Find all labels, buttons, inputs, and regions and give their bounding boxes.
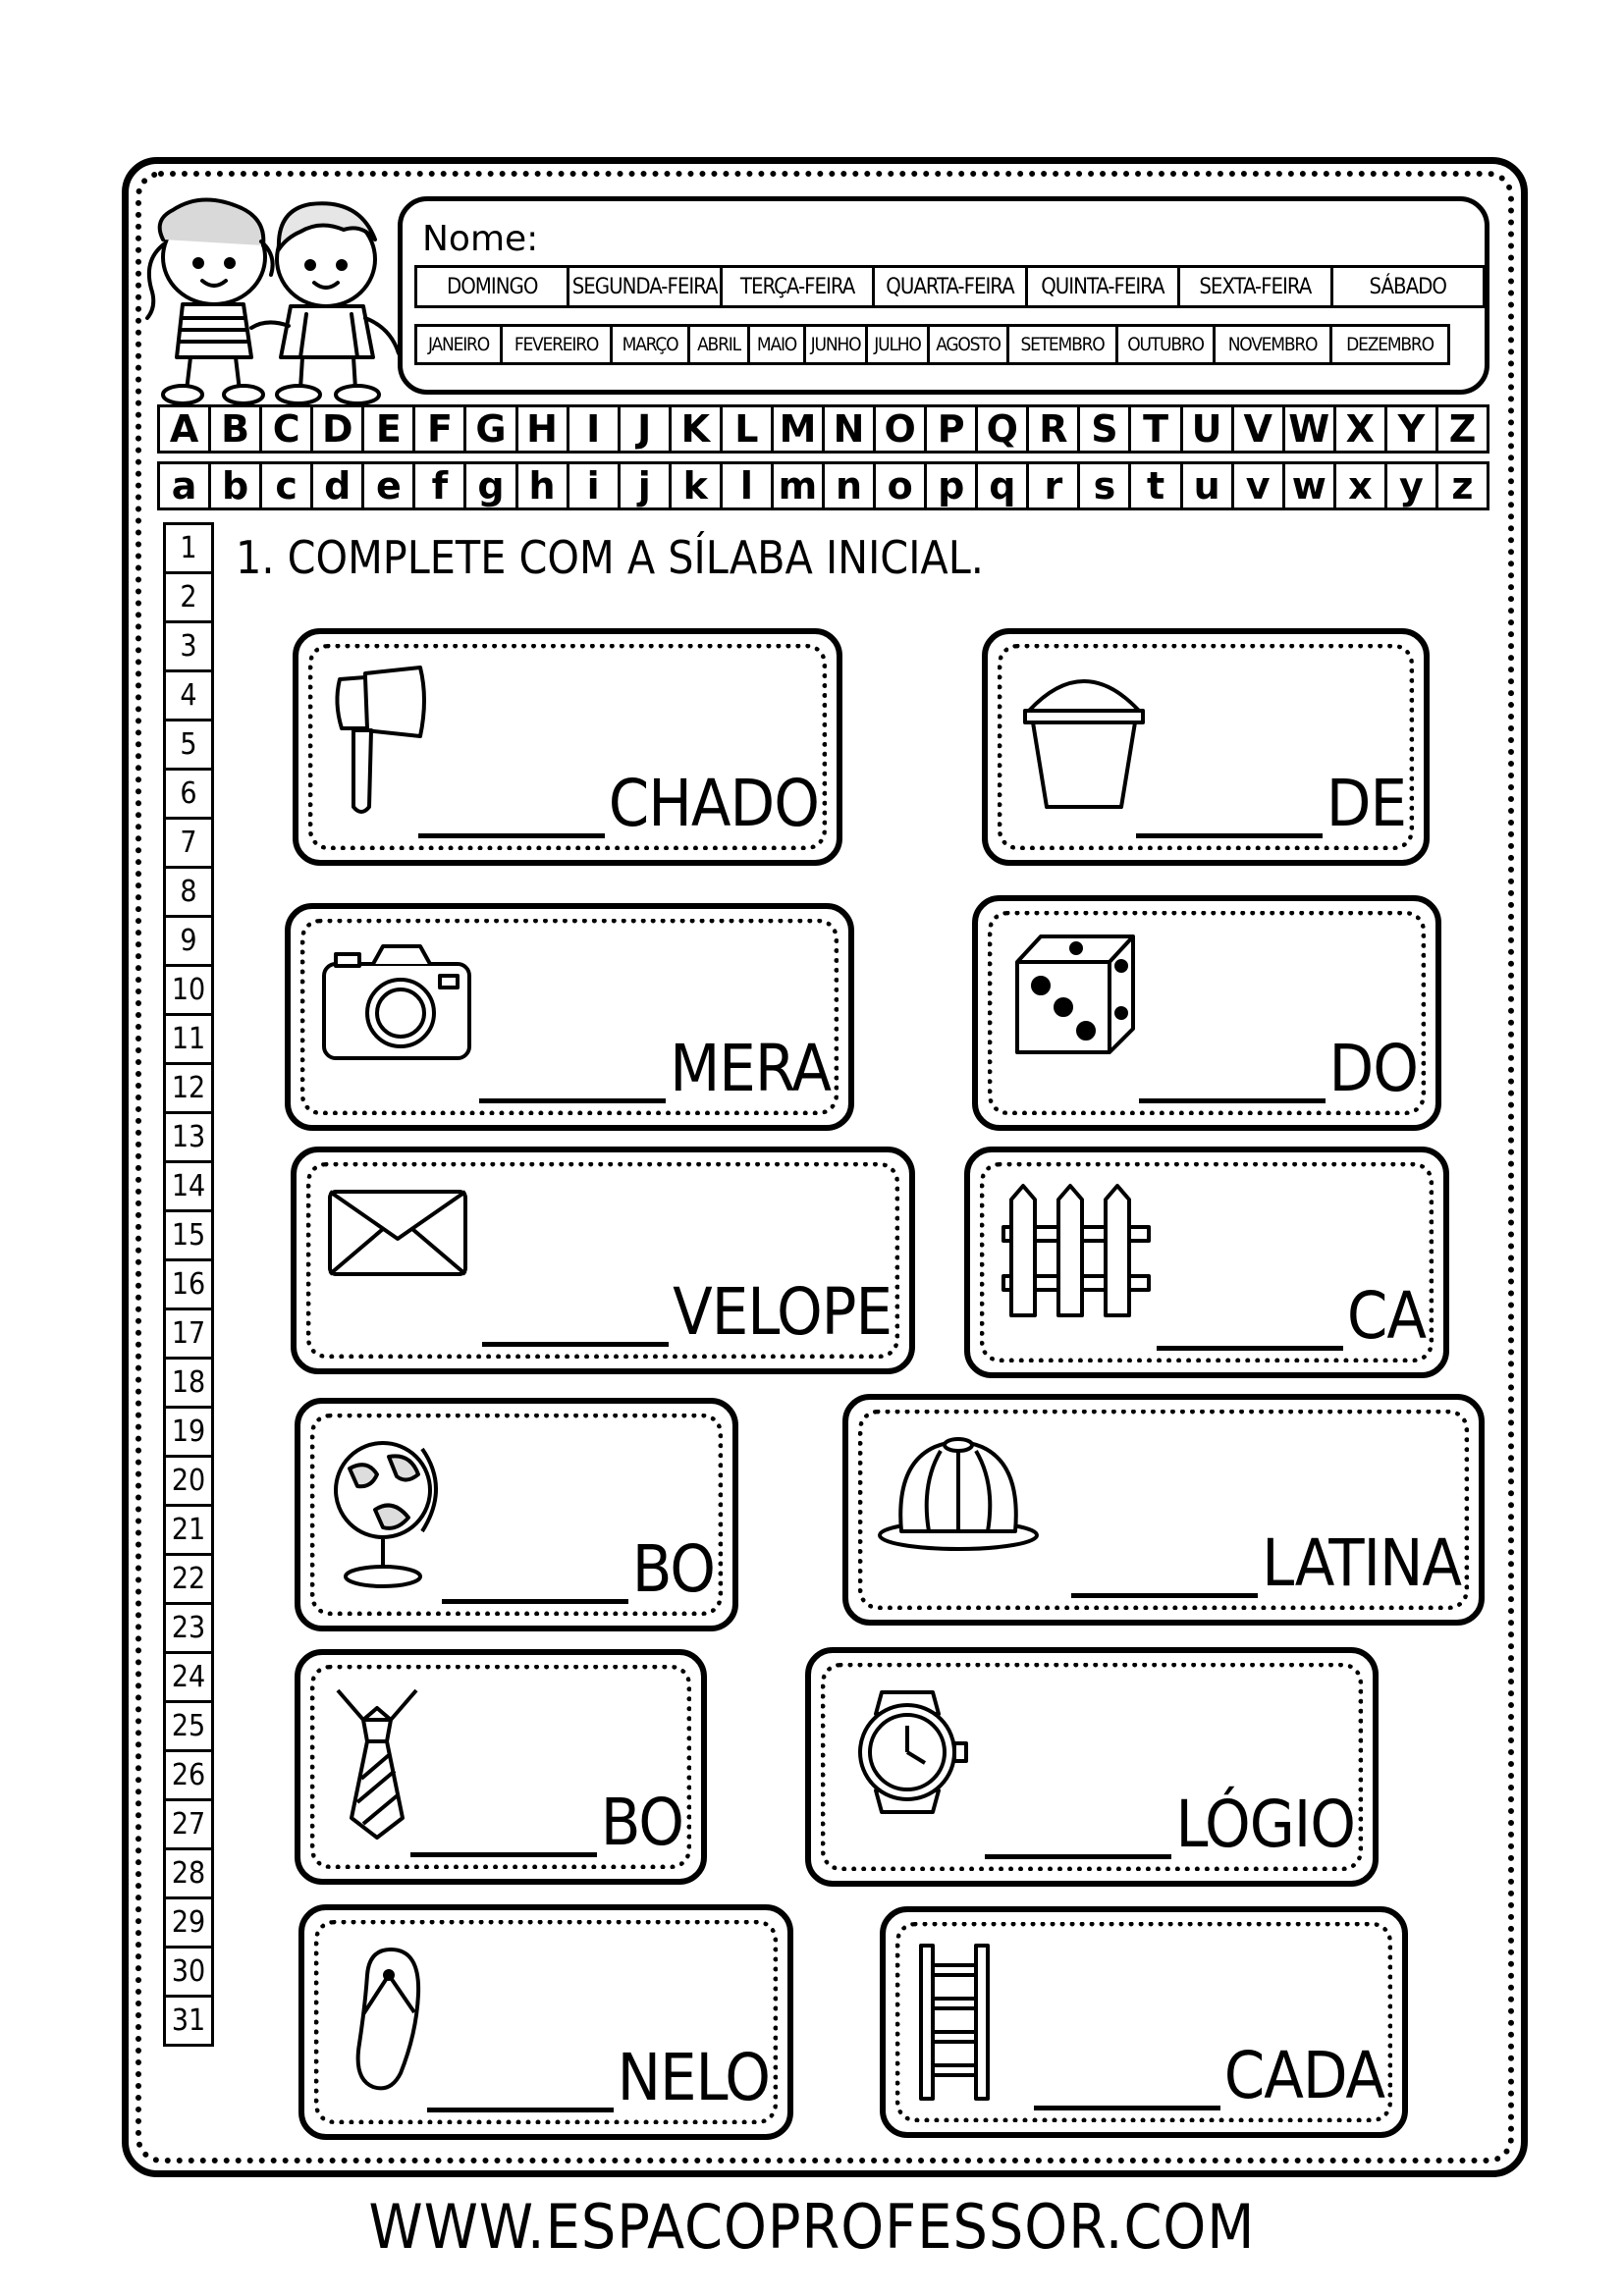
lowercase-letter-cell: f — [412, 461, 466, 510]
lowercase-letter-cell: l — [720, 461, 774, 510]
uppercase-letter-cell: V — [1231, 404, 1285, 454]
uppercase-letter-cell: T — [1128, 404, 1182, 454]
day-number-cell: 16 — [163, 1258, 214, 1310]
exercise-instruction: 1. COMPLETE COM A SÍLABA INICIAL. — [236, 531, 984, 584]
day-number-cell: 27 — [163, 1798, 214, 1850]
uppercase-letter-cell: F — [412, 404, 466, 454]
lowercase-letter-cell: b — [208, 461, 262, 510]
lowercase-letter-cell: u — [1180, 461, 1234, 510]
day-number-cell: 24 — [163, 1651, 214, 1703]
day-number-cell: 9 — [163, 915, 214, 967]
uppercase-letter-cell: L — [720, 404, 774, 454]
word-suffix: DO — [1328, 1031, 1418, 1106]
ladder-icon — [913, 1938, 1001, 2105]
uppercase-letter-cell: D — [310, 404, 364, 454]
day-number-cell: 11 — [163, 1013, 214, 1065]
uppercase-letter-cell: A — [157, 404, 211, 454]
day-number-cell: 23 — [163, 1602, 214, 1654]
day-number-cell: 26 — [163, 1749, 214, 1801]
day-number-cell: 3 — [163, 620, 214, 672]
lowercase-letter-cell: m — [771, 461, 825, 510]
day-number-cell: 18 — [163, 1357, 214, 1409]
month-cell: JULHO — [865, 324, 930, 365]
weekday-cell: DOMINGO — [414, 265, 569, 308]
day-number-cell: 12 — [163, 1062, 214, 1114]
lowercase-letter-cell: g — [463, 461, 517, 510]
day-number-cell: 25 — [163, 1700, 214, 1752]
lowercase-letter-cell: r — [1026, 461, 1080, 510]
month-cell: JANEIRO — [414, 324, 503, 365]
flip-flop-icon — [332, 1936, 440, 2103]
word-suffix: LÓGIO — [1175, 1787, 1355, 1862]
word-card — [964, 1147, 1449, 1378]
day-number-cell: 21 — [163, 1504, 214, 1556]
word-card — [293, 628, 842, 866]
word-card — [880, 1906, 1408, 2138]
lowercase-letter-cell: z — [1435, 461, 1489, 510]
uppercase-letter-cell: R — [1026, 404, 1080, 454]
word-suffix: LATINA — [1262, 1525, 1461, 1601]
word-suffix: NELO — [617, 2040, 770, 2115]
lowercase-letter-cell: s — [1077, 461, 1131, 510]
day-number-cell: 30 — [163, 1946, 214, 1998]
weekday-cell: SEGUNDA-FEIRA — [567, 265, 722, 308]
word-suffix: BO — [631, 1531, 715, 1607]
weekdays-strip — [414, 265, 1483, 308]
watch-icon — [839, 1679, 986, 1826]
name-label: Nome: — [422, 219, 539, 259]
month-cell: AGOSTO — [927, 324, 1009, 365]
lowercase-letter-cell: n — [822, 461, 876, 510]
lowercase-letter-cell: i — [567, 461, 621, 510]
day-number-cell: 31 — [163, 1995, 214, 2047]
uppercase-letter-cell: J — [618, 404, 672, 454]
uppercase-letter-cell: K — [669, 404, 723, 454]
uppercase-letter-cell: O — [873, 404, 927, 454]
weekday-cell: SÁBADO — [1330, 265, 1486, 308]
uppercase-letter-cell: G — [463, 404, 517, 454]
day-number-cell: 19 — [163, 1406, 214, 1458]
envelope-icon — [324, 1178, 471, 1286]
word-card — [972, 895, 1441, 1131]
month-cell: DEZEMBRO — [1329, 324, 1450, 365]
fence-icon — [998, 1178, 1155, 1325]
lowercase-letter-cell: o — [873, 461, 927, 510]
weekday-cell: QUINTA-FEIRA — [1025, 265, 1180, 308]
lowercase-alphabet-strip — [157, 461, 1487, 510]
word-suffix: CA — [1346, 1278, 1426, 1354]
month-cell: ABRIL — [687, 324, 750, 365]
bucket-icon — [1015, 660, 1153, 827]
uppercase-letter-cell: M — [771, 404, 825, 454]
uppercase-letter-cell: H — [515, 404, 569, 454]
word-card — [805, 1647, 1379, 1887]
day-number-cell: 10 — [163, 964, 214, 1016]
day-number-cell: 5 — [163, 719, 214, 771]
lowercase-letter-cell: d — [310, 461, 364, 510]
word-card — [295, 1649, 707, 1885]
word-card — [295, 1398, 738, 1631]
uppercase-letter-cell: X — [1333, 404, 1387, 454]
uppercase-letter-cell: U — [1180, 404, 1234, 454]
month-cell: OUTUBRO — [1115, 324, 1216, 365]
uppercase-letter-cell: I — [567, 404, 621, 454]
lowercase-letter-cell: y — [1384, 461, 1438, 510]
word-suffix: CADA — [1223, 2038, 1384, 2113]
month-cell: MARÇO — [610, 324, 690, 365]
month-cell: JUNHO — [803, 324, 868, 365]
uppercase-alphabet-strip — [157, 404, 1487, 454]
lowercase-letter-cell: a — [157, 461, 211, 510]
uppercase-letter-cell: W — [1282, 404, 1336, 454]
day-number-column — [163, 522, 214, 2044]
day-number-cell: 6 — [163, 768, 214, 820]
day-number-cell: 28 — [163, 1847, 214, 1899]
day-number-cell: 20 — [163, 1455, 214, 1507]
weekday-cell: TERÇA-FEIRA — [720, 265, 875, 308]
lowercase-letter-cell: j — [618, 461, 672, 510]
month-cell: FEVEREIRO — [500, 324, 613, 365]
camera-icon — [318, 934, 475, 1072]
lowercase-letter-cell: k — [669, 461, 723, 510]
uppercase-letter-cell: S — [1077, 404, 1131, 454]
uppercase-letter-cell: Z — [1435, 404, 1489, 454]
kids-illustration-icon — [134, 181, 418, 406]
uppercase-letter-cell: Y — [1384, 404, 1438, 454]
word-suffix: MERA — [670, 1031, 831, 1106]
day-number-cell: 7 — [163, 817, 214, 869]
lowercase-letter-cell: w — [1282, 461, 1336, 510]
lowercase-letter-cell: p — [924, 461, 978, 510]
uppercase-letter-cell: B — [208, 404, 262, 454]
month-cell: NOVEMBRO — [1213, 324, 1332, 365]
lowercase-letter-cell: c — [259, 461, 313, 510]
month-cell: SETEMBRO — [1006, 324, 1118, 365]
lowercase-letter-cell: q — [975, 461, 1029, 510]
lowercase-letter-cell: e — [361, 461, 415, 510]
word-suffix: BO — [600, 1785, 683, 1860]
months-strip — [414, 324, 1483, 365]
lowercase-letter-cell: v — [1231, 461, 1285, 510]
uppercase-letter-cell: C — [259, 404, 313, 454]
word-suffix: CHADO — [608, 766, 819, 841]
month-cell: MAIO — [747, 324, 806, 365]
weekday-cell: SEXTA-FEIRA — [1177, 265, 1332, 308]
footer-website: WWW.ESPACOPROFESSOR.COM — [368, 2191, 1256, 2263]
word-card — [285, 903, 854, 1131]
uppercase-letter-cell: P — [924, 404, 978, 454]
word-card — [291, 1147, 915, 1374]
day-number-cell: 13 — [163, 1111, 214, 1163]
day-number-cell: 15 — [163, 1209, 214, 1261]
word-suffix: VELOPE — [673, 1274, 892, 1350]
weekday-cell: QUARTA-FEIRA — [872, 265, 1027, 308]
lowercase-letter-cell: x — [1333, 461, 1387, 510]
uppercase-letter-cell: E — [361, 404, 415, 454]
globe-icon — [328, 1429, 446, 1596]
uppercase-letter-cell: N — [822, 404, 876, 454]
uppercase-letter-cell: Q — [975, 404, 1029, 454]
day-number-cell: 14 — [163, 1160, 214, 1212]
day-number-cell: 2 — [163, 571, 214, 623]
day-number-cell: 29 — [163, 1896, 214, 1949]
day-number-cell: 1 — [163, 522, 214, 574]
word-card — [982, 628, 1430, 866]
gelatin-icon — [876, 1425, 1043, 1563]
word-suffix: DE — [1326, 766, 1406, 841]
word-card — [842, 1394, 1485, 1626]
day-number-cell: 4 — [163, 669, 214, 721]
day-number-cell: 8 — [163, 866, 214, 918]
lowercase-letter-cell: t — [1128, 461, 1182, 510]
day-number-cell: 17 — [163, 1308, 214, 1360]
day-number-cell: 22 — [163, 1553, 214, 1605]
dice-icon — [1005, 927, 1143, 1064]
lowercase-letter-cell: h — [515, 461, 569, 510]
word-card — [298, 1904, 793, 2140]
